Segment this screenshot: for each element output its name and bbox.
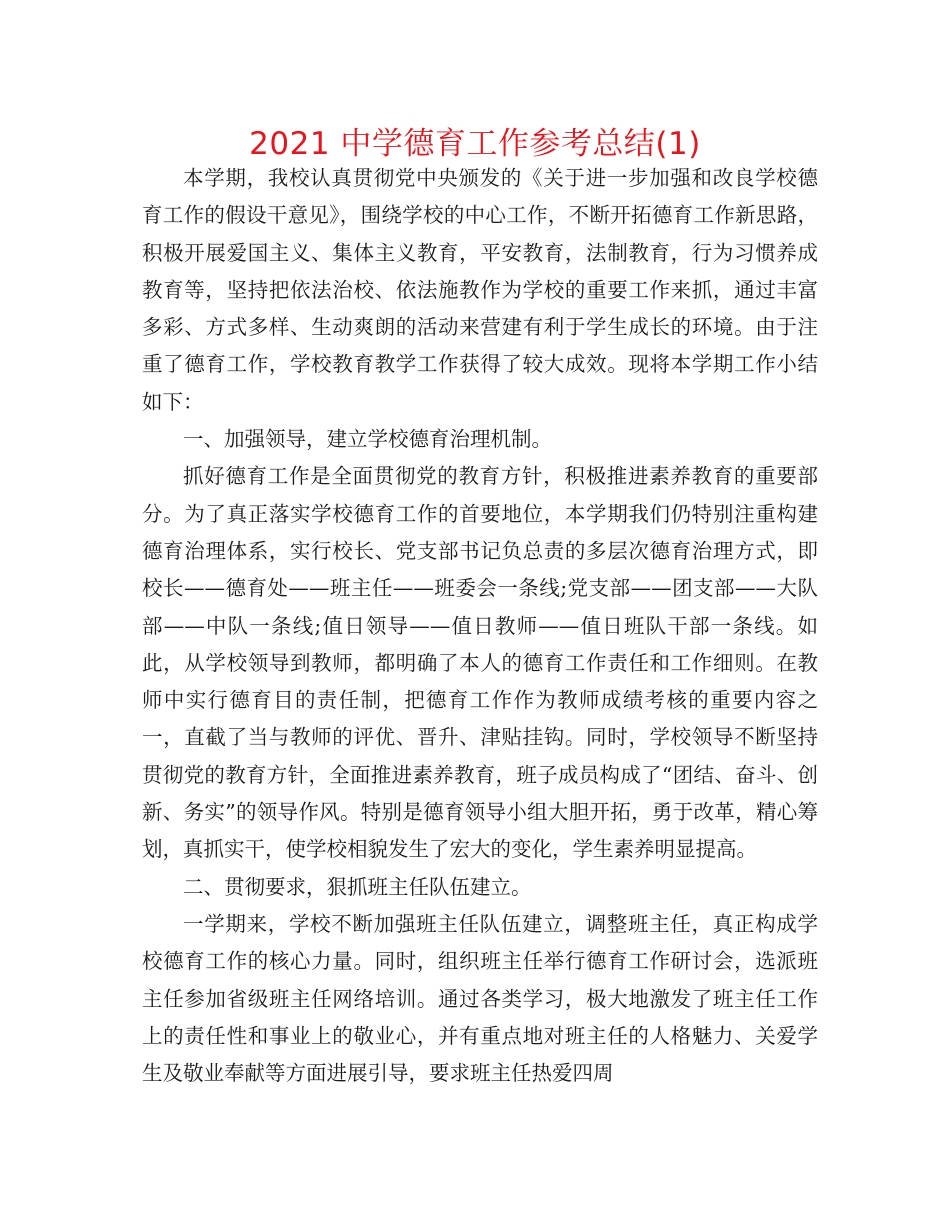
- paragraph-intro: 本学期，我校认真贯彻党中央颁发的《关于进一步加强和改良学校德育工作的假设干意见》，围绕学校的中心工作，不断开拓德育工作新思路，积极开展爱国主义、集体主义教育，平安教育，法制教育，行为习惯养成教育等，坚持把依法治校、依法施教作为学校的重要工作来抓，通过丰富多彩、方式多样、生动爽朗的活动来营建有利于学生成长的环境。由于注重了德育工作，学校教育教学工作获得了较大成效。现将本学期工作小结如下：: [142, 166, 818, 414]
- section-heading-2: 二、贯彻要求，狠抓班主任队伍建立。: [183, 874, 532, 899]
- document-body: [142, 160, 818, 1092]
- section-heading-1: 一、加强领导，建立学校德育治理机制。: [183, 427, 552, 452]
- paragraph-section-2: 一学期来，学校不断加强班主任队伍建立，调整班主任，真正构成学校德育工作的核心力量。同时，组织班主任举行德育工作研讨会，选派班主任参加省级班主任网络培训。通过各类学习，极大地激发了班主任工作上的责任性和事业上的敬业心，并有重点地对班主任的人格魅力、关爱学生及敬业奉献等方面进展引导，要求班主任热爱四周: [142, 911, 818, 1086]
- document-title: 2021 中学德育工作参考总结(1): [249, 126, 701, 162]
- paragraph-section-1: 抓好德育工作是全面贯彻党的教育方针，积极推进素养教育的重要部分。为了真正落实学校德育工作的首要地位，本学期我们仍特别注重构建德育治理体系，实行校长、党支部书记负总责的多层次德育治理方式，即校长——德育处——班主任——班委会一条线;党支部——团支部——大队部——中队一条线;值日领导——值日教师——值日班队干部一条线。如此，从学校领导到教师，都明确了本人的德育工作责任和工作细则。在教师中实行德育目的责任制，把德育工作作为教师成绩考核的重要内容之一，直截了当与教师的评优、晋升、津贴挂钩。同时，学校领导不断坚持贯彻党的教育方针，全面推进素养教育，班子成员构成了“团结、奋斗、创新、务实”的领导作风。特别是德育领导小组大胆开拓，勇于改革，精心筹划，真抓实干，使学校相貌发生了宏大的变化，学生素养明显提高。: [142, 464, 818, 862]
